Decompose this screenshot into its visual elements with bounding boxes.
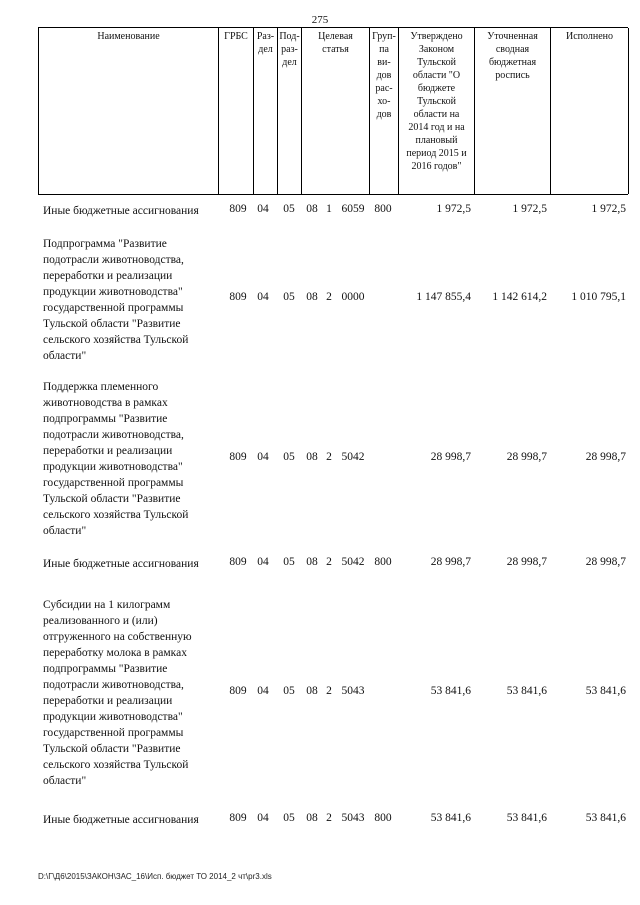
row-target-code: 5042 (341, 556, 365, 568)
row-target-subprogram: 2 (326, 556, 332, 568)
file-path-footer: D:\Г\Д6\2015\ЗАКОН\ЗАС_16\Исп. бюджет ТО 2014_2 чт\pr3.xls (38, 872, 272, 881)
header-refined: Уточненная сводная бюджетная роспись (475, 28, 551, 194)
row-razdel: 04 (257, 451, 269, 463)
row-executed: 1 010 795,1 (571, 291, 626, 303)
row-executed: 53 841,6 (585, 812, 626, 824)
row-razdel: 04 (257, 685, 269, 697)
row-podrazdel: 05 (283, 556, 295, 568)
row-executed: 1 972,5 (591, 203, 626, 215)
row-grbs: 809 (229, 556, 247, 568)
header-grbs: ГРБС (219, 28, 254, 194)
row-razdel: 04 (257, 291, 269, 303)
row-razdel: 04 (257, 203, 269, 215)
row-grbs: 809 (229, 812, 247, 824)
row-grbs: 809 (229, 203, 247, 215)
row-target-code: 0000 (341, 291, 365, 303)
row-name: Поддержка племенного животноводства в рамках подпрограммы "Развитие подотрасли животноводства, переработки и реализации продукции животноводства" государственной программы Тульской области "Развитие сельского хозяйства Тульской области" (43, 381, 189, 537)
row-grbs: 809 (229, 291, 247, 303)
row-approved: 1 147 855,4 (416, 291, 471, 303)
row-grbs: 809 (229, 685, 247, 697)
header-razdel: Раз- дел (254, 28, 278, 194)
row-approved: 53 841,6 (430, 685, 471, 697)
header-target: Целевая статья (302, 28, 370, 194)
row-grbs: 809 (229, 451, 247, 463)
row-name: Иные бюджетные ассигнования (43, 205, 199, 217)
header-executed: Исполнено (551, 28, 629, 194)
row-target-subprogram: 2 (326, 291, 332, 303)
row-refined: 53 841,6 (506, 685, 547, 697)
row-podrazdel: 05 (283, 685, 295, 697)
row-refined: 1 142 614,2 (492, 291, 547, 303)
row-target-program: 08 (306, 812, 318, 824)
header-group: Груп- па ви- дов рас- хо- дов (370, 28, 399, 194)
row-group: 800 (374, 556, 392, 568)
row-group: 800 (374, 812, 392, 824)
row-approved: 53 841,6 (430, 812, 471, 824)
page-number: 275 (311, 14, 329, 26)
row-approved: 28 998,7 (430, 556, 471, 568)
row-podrazdel: 05 (283, 291, 295, 303)
row-target-subprogram: 2 (326, 812, 332, 824)
row-target-program: 08 (306, 685, 318, 697)
row-executed: 53 841,6 (585, 685, 626, 697)
row-podrazdel: 05 (283, 451, 295, 463)
row-target-program: 08 (306, 203, 318, 215)
row-target-subprogram: 2 (326, 451, 332, 463)
row-target-code: 5043 (341, 685, 365, 697)
row-target-program: 08 (306, 291, 318, 303)
row-approved: 28 998,7 (430, 451, 471, 463)
row-target-code: 5043 (341, 812, 365, 824)
row-refined: 1 972,5 (512, 203, 547, 215)
header-podrazdel: Под- раз- дел (278, 28, 302, 194)
row-podrazdel: 05 (283, 812, 295, 824)
row-refined: 53 841,6 (506, 812, 547, 824)
row-razdel: 04 (257, 812, 269, 824)
row-name: Подпрограмма "Развитие подотрасли животноводства, переработки и реализации продукции животноводства" государственной программы Тульской области "Развитие сельского хозяйства Тульской области" (43, 238, 189, 362)
row-target-code: 6059 (341, 203, 365, 215)
row-name: Иные бюджетные ассигнования (43, 814, 199, 826)
row-razdel: 04 (257, 556, 269, 568)
header-name: Наименование (39, 28, 219, 194)
row-name: Субсидии на 1 килограмм реализованного и (или) отгруженного на собственную переработку молока в рамках подпрограммы "Развитие подотрасли животноводства, переработки и реализации продукции животноводства" государственной программы Тульской области "Развитие сельского хозяйства Тульской области" (43, 599, 192, 787)
row-target-subprogram: 1 (326, 203, 332, 215)
row-approved: 1 972,5 (436, 203, 471, 215)
row-refined: 28 998,7 (506, 556, 547, 568)
row-target-code: 5042 (341, 451, 365, 463)
row-executed: 28 998,7 (585, 556, 626, 568)
row-name: Иные бюджетные ассигнования (43, 558, 199, 570)
table-header (38, 27, 628, 195)
row-executed: 28 998,7 (585, 451, 626, 463)
row-target-program: 08 (306, 556, 318, 568)
row-podrazdel: 05 (283, 203, 295, 215)
row-target-program: 08 (306, 451, 318, 463)
row-group: 800 (374, 203, 392, 215)
row-target-subprogram: 2 (326, 685, 332, 697)
row-refined: 28 998,7 (506, 451, 547, 463)
header-approved: Утверждено Законом Тульской области "О бюджете Тульской области на 2014 год и на плановый период 2015 и 2016 годов" (399, 28, 475, 194)
